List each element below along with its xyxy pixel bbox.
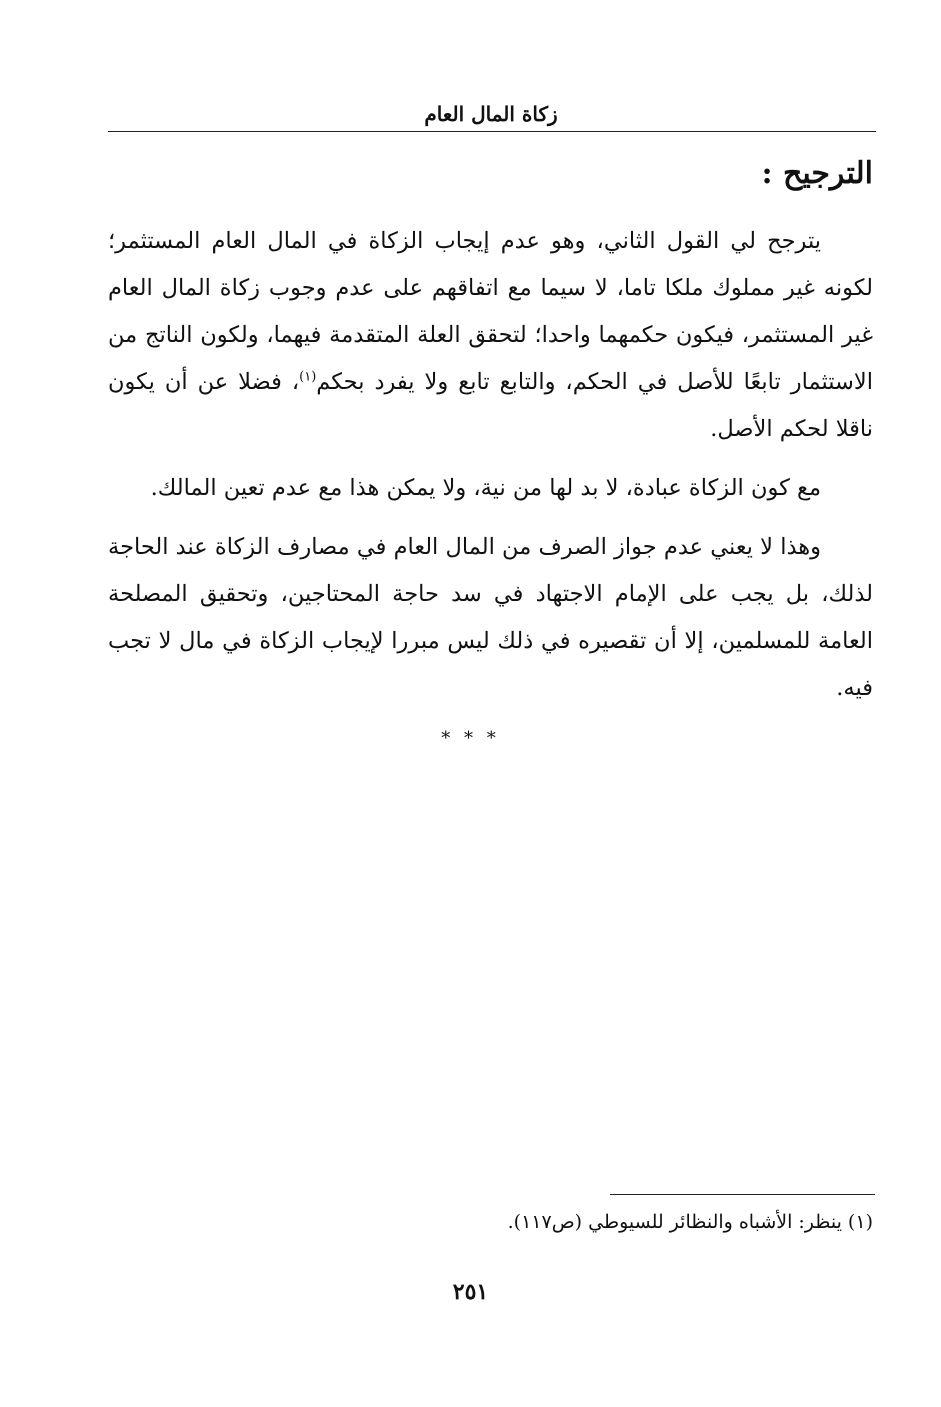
running-header-title: زكاة المال العام	[424, 102, 558, 126]
section-separator: * * *	[441, 728, 500, 749]
header-rule	[108, 131, 876, 132]
body-text	[108, 218, 873, 724]
section-title: الترجيح :	[761, 156, 873, 191]
paragraph-2: مع كون الزكاة عبادة، لا بد لها من نية، ولا يمكن هذا مع عدم تعين المالك.	[150, 475, 821, 501]
footnote: (١) ينظر: الأشباه والنظائر للسيوطي (ص١١٧).	[507, 1211, 873, 1233]
paragraph-1	[108, 218, 873, 453]
paragraph-1-text-after-ref: ، فضلا عن أن يكون ناقلا لحكم الأصل.	[108, 369, 873, 442]
paragraph-3: وهذا لا يعني عدم جواز الصرف من المال العام في مصارف الزكاة عند الحاجة لذلك، بل يجب على الإمام الاجتهاد في سد حاجة المحتاجين، وتحقيق المصلحة العامة للمسلمين، إلا أن تقصيره في ذلك ليس مبررا لإيجاب الزكاة في مال لا تجب فيه.	[108, 534, 873, 701]
paragraph-1-text-before-ref: يترجح لي القول الثاني، وهو عدم إيجاب الزكاة في المال العام المستثمر؛ لكونه غير مملوك ملكا تاما، لا سيما مع اتفاقهم على عدم وجوب زكاة المال العام غير المستثمر، فيكون حكمهما واحدا؛ لتحقق العلة المتقدمة فيهما، ولكون الناتج من الاستثمار تابعًا للأصل في الحكم، والتابع تابع ولا يفرد بحكم	[108, 228, 873, 395]
page-number: ٢٥١	[452, 1279, 489, 1305]
footnote-rule	[610, 1194, 875, 1195]
footnote-reference: (١)	[299, 369, 317, 385]
